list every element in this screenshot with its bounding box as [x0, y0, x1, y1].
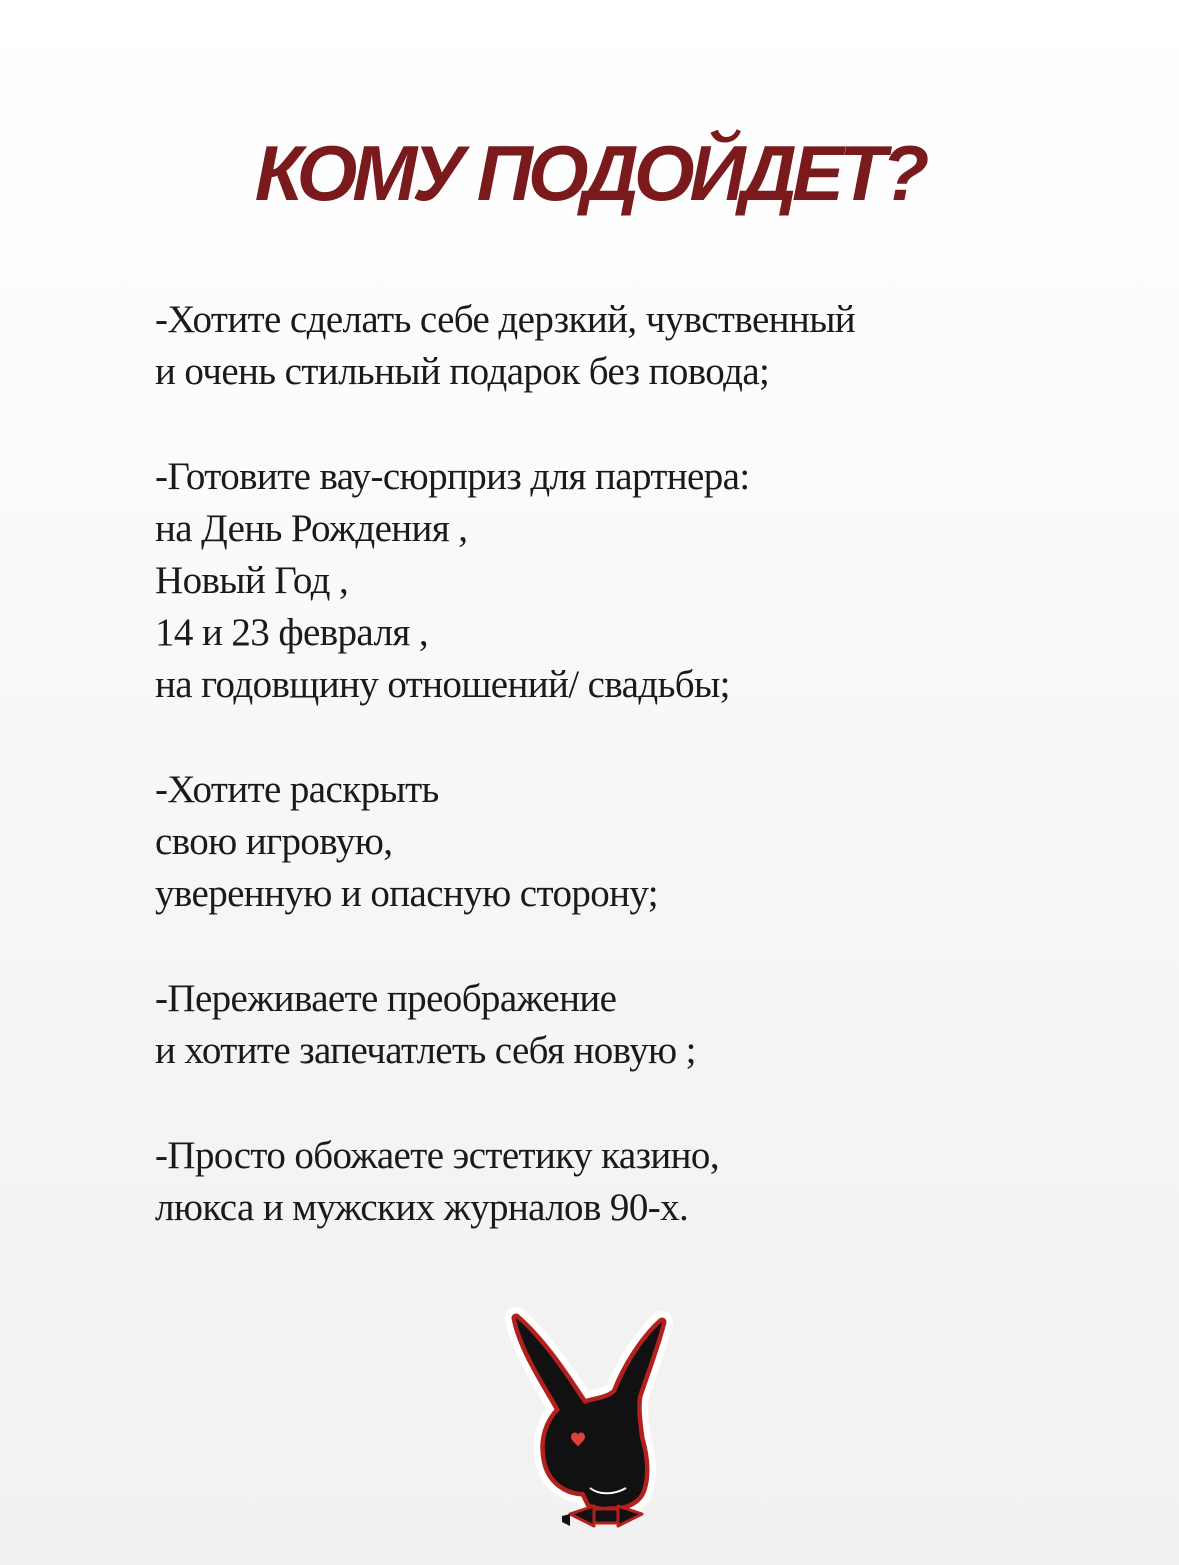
- text-line: Новый Год ,: [155, 559, 349, 602]
- text-line: на День Рождения ,: [155, 507, 468, 550]
- text-line: 14 и 23 февраля ,: [155, 611, 428, 654]
- text-line: -Хотите раскрыть: [155, 768, 439, 811]
- bow-tie-icon: [562, 1506, 642, 1526]
- text-line: люкса и мужских журналов 90-х.: [155, 1186, 689, 1229]
- paragraph: [155, 764, 1055, 920]
- text-line: -Просто обожаете эстетику казино,: [155, 1134, 719, 1177]
- text-line: и хотите запечатлеть себя новую ;: [155, 1029, 696, 1072]
- page-title: КОМУ ПОДОЙДЕТ?: [254, 129, 925, 217]
- bunny-sticker-icon: [498, 1300, 683, 1545]
- paragraph: [155, 973, 1055, 1077]
- text-line: и очень стильный подарок без повода;: [155, 350, 770, 393]
- text-line: -Переживаете преображение: [155, 977, 617, 1020]
- paragraph: [155, 294, 1055, 398]
- paragraph: [155, 1130, 1055, 1234]
- text-line: свою игровую,: [155, 820, 393, 863]
- text-line: уверенную и опасную сторону;: [155, 872, 659, 915]
- paragraph: [155, 451, 1055, 711]
- text-line: на годовщину отношений/ свадьбы;: [155, 663, 730, 706]
- text-line: -Хотите сделать себе дерзкий, чувственный: [155, 298, 856, 341]
- body-text: [155, 294, 1055, 1234]
- text-line: -Готовите вау-сюрприз для партнера:: [155, 455, 750, 498]
